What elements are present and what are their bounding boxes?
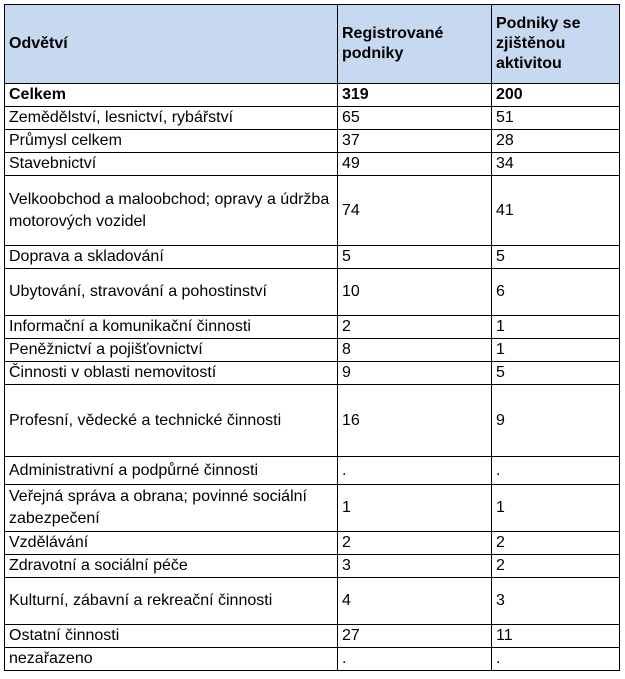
cell-label: Informační a komunikační činnosti: [5, 316, 338, 339]
cell-active: 5: [492, 246, 620, 269]
cell-active: .: [492, 648, 620, 671]
cell-registered: 4: [338, 578, 492, 625]
cell-label: Vzdělávání: [5, 532, 338, 555]
cell-registered: 16: [338, 385, 492, 457]
table-row: [5, 107, 620, 130]
header-active: Podniky se zjištěnou aktivitou: [492, 5, 620, 84]
table-row: [5, 316, 620, 339]
cell-registered: 65: [338, 107, 492, 130]
table-row: [5, 578, 620, 625]
cell-active: 34: [492, 153, 620, 176]
table-row: [5, 625, 620, 648]
table-row: [5, 176, 620, 246]
table-container: [4, 4, 620, 671]
cell-registered: 3: [338, 555, 492, 578]
table-body: [5, 84, 620, 671]
cell-active: 1: [492, 485, 620, 532]
cell-active: 1: [492, 316, 620, 339]
cell-label: Zdravotní a sociální péče: [5, 555, 338, 578]
cell-registered: 74: [338, 176, 492, 246]
cell-active: 1: [492, 339, 620, 362]
table-row: [5, 532, 620, 555]
cell-active: 9: [492, 385, 620, 457]
cell-label: Zemědělství, lesnictví, rybářství: [5, 107, 338, 130]
header-industry: Odvětví: [5, 5, 338, 84]
table-row: [5, 130, 620, 153]
cell-registered: 1: [338, 485, 492, 532]
cell-active: 2: [492, 532, 620, 555]
cell-active: 6: [492, 269, 620, 316]
cell-label: Ostatní činnosti: [5, 625, 338, 648]
cell-label: Průmysl celkem: [5, 130, 338, 153]
cell-label: Kulturní, zábavní a rekreační činnosti: [5, 578, 338, 625]
cell-active: 5: [492, 362, 620, 385]
cell-label: Činnosti v oblasti nemovitostí: [5, 362, 338, 385]
industry-table: [4, 4, 620, 671]
header-registered: Registrované podniky: [338, 5, 492, 84]
cell-active: 200: [492, 84, 620, 107]
cell-active: 51: [492, 107, 620, 130]
cell-label: Profesní, vědecké a technické činnosti: [5, 385, 338, 457]
table-row: [5, 485, 620, 532]
cell-registered: 319: [338, 84, 492, 107]
cell-label: Ubytování, stravování a pohostinství: [5, 269, 338, 316]
cell-registered: .: [338, 648, 492, 671]
cell-label: Celkem: [5, 84, 338, 107]
cell-label: Veřejná správa a obrana; povinné sociální zabezpečení: [5, 485, 338, 532]
cell-active: 11: [492, 625, 620, 648]
cell-active: 2: [492, 555, 620, 578]
cell-registered: 2: [338, 532, 492, 555]
cell-label: Doprava a skladování: [5, 246, 338, 269]
table-row: [5, 457, 620, 485]
table-header: [5, 5, 620, 84]
cell-registered: 37: [338, 130, 492, 153]
cell-registered: 5: [338, 246, 492, 269]
table-row: [5, 648, 620, 671]
cell-label: nezařazeno: [5, 648, 338, 671]
cell-label: Stavebnictví: [5, 153, 338, 176]
cell-registered: .: [338, 457, 492, 485]
cell-registered: 49: [338, 153, 492, 176]
header-row: [5, 5, 620, 84]
cell-registered: 2: [338, 316, 492, 339]
cell-active: 3: [492, 578, 620, 625]
cell-label: Peněžnictví a pojišťovnictví: [5, 339, 338, 362]
table-row: [5, 362, 620, 385]
cell-registered: 27: [338, 625, 492, 648]
table-row-total: [5, 84, 620, 107]
cell-active: 28: [492, 130, 620, 153]
table-row: [5, 385, 620, 457]
table-row: [5, 269, 620, 316]
cell-active: .: [492, 457, 620, 485]
cell-active: 41: [492, 176, 620, 246]
table-row: [5, 153, 620, 176]
table-row: [5, 246, 620, 269]
table-row: [5, 339, 620, 362]
cell-registered: 8: [338, 339, 492, 362]
cell-registered: 10: [338, 269, 492, 316]
cell-label: Administrativní a podpůrné činnosti: [5, 457, 338, 485]
cell-label: Velkoobchod a maloobchod; opravy a údržba motorových vozidel: [5, 176, 338, 246]
cell-registered: 9: [338, 362, 492, 385]
table-row: [5, 555, 620, 578]
